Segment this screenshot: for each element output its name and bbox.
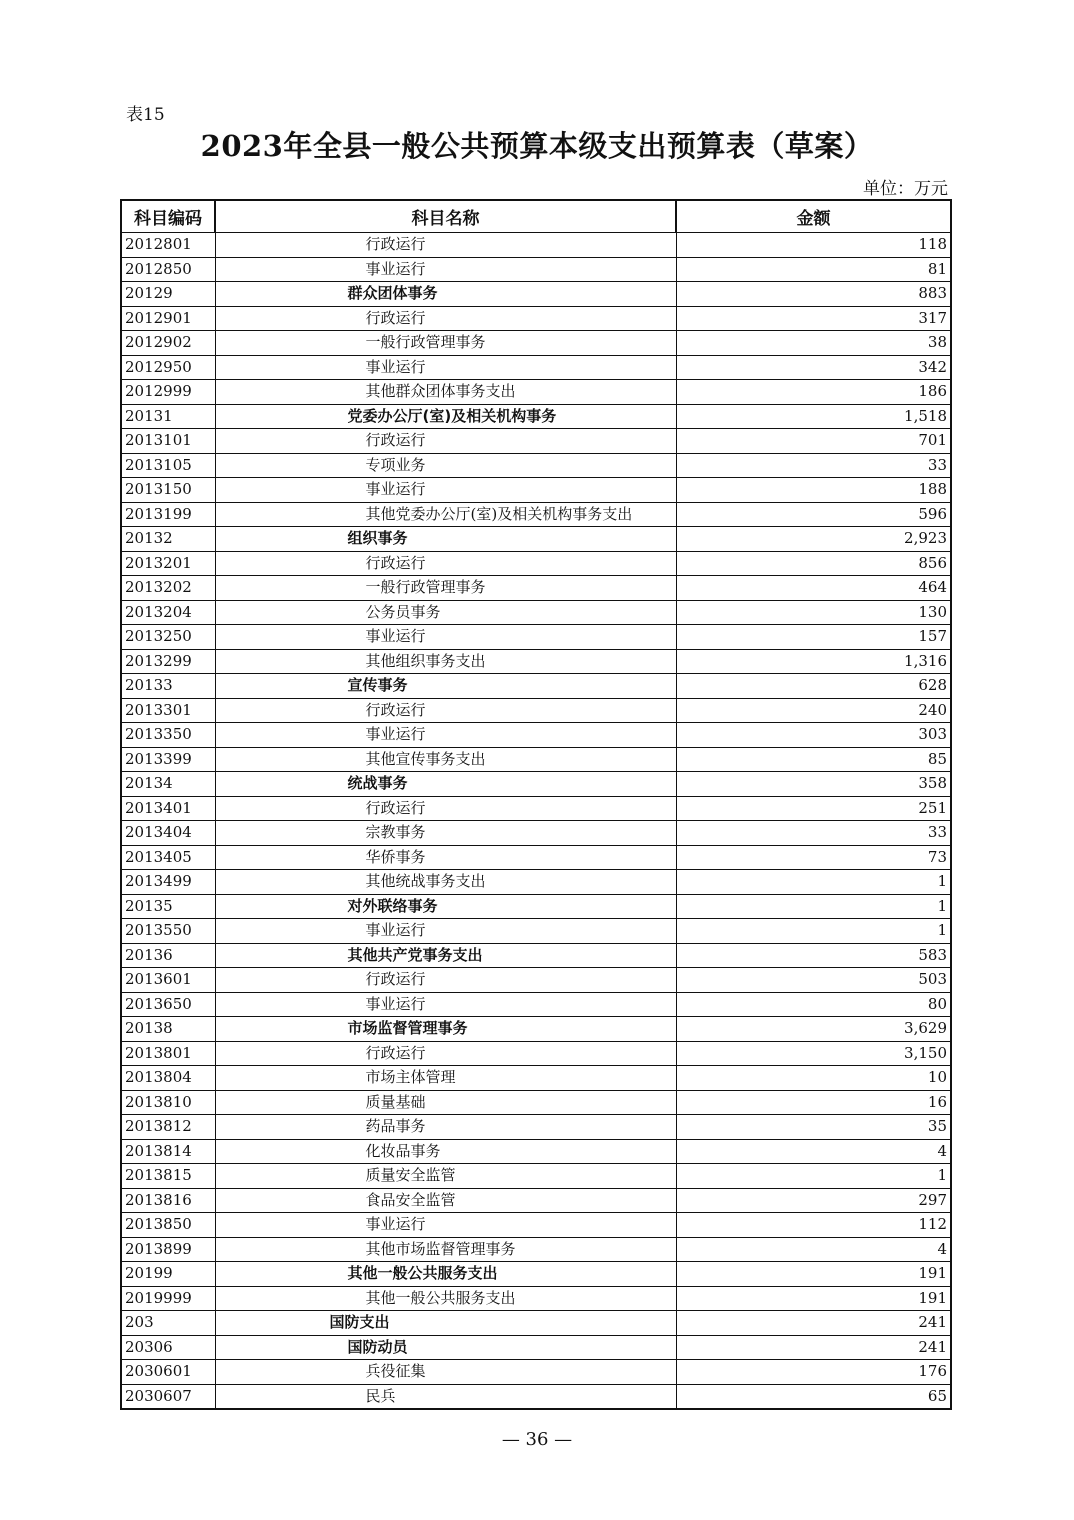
table-row [121, 1213, 951, 1238]
table-row [121, 502, 951, 527]
row-code: 20199 [121, 1262, 215, 1287]
row-code: 2013404 [121, 821, 215, 846]
table-row [121, 1335, 951, 1360]
row-amount: 33 [676, 453, 951, 478]
row-code: 20138 [121, 1017, 215, 1042]
table-row [121, 894, 951, 919]
row-code: 20132 [121, 527, 215, 552]
row-name: 对外联络事务 [215, 894, 676, 919]
row-name: 化妆品事务 [215, 1139, 676, 1164]
row-amount: 191 [676, 1262, 951, 1287]
table-row [121, 453, 951, 478]
row-code: 2013401 [121, 796, 215, 821]
table-row [121, 478, 951, 503]
row-code: 2019999 [121, 1286, 215, 1311]
header-amount: 金额 [676, 200, 951, 233]
table-row [121, 845, 951, 870]
row-code: 2013250 [121, 625, 215, 650]
row-code: 2013499 [121, 870, 215, 895]
row-name: 其他共产党事务支出 [215, 943, 676, 968]
row-amount: 4 [676, 1237, 951, 1262]
table-row [121, 1384, 951, 1409]
row-code: 2012850 [121, 257, 215, 282]
row-amount: 157 [676, 625, 951, 650]
row-code: 2013405 [121, 845, 215, 870]
table-row [121, 649, 951, 674]
row-name: 事业运行 [215, 257, 676, 282]
row-code: 2013810 [121, 1090, 215, 1115]
table-row [121, 1164, 951, 1189]
table-row [121, 233, 951, 258]
row-amount: 317 [676, 306, 951, 331]
table-row [121, 992, 951, 1017]
row-name: 国防动员 [215, 1335, 676, 1360]
row-code: 2013899 [121, 1237, 215, 1262]
table-row [121, 1139, 951, 1164]
table-row [121, 919, 951, 944]
table-row [121, 1286, 951, 1311]
row-code: 2013399 [121, 747, 215, 772]
table-row [121, 870, 951, 895]
row-name: 质量基础 [215, 1090, 676, 1115]
table-row [121, 747, 951, 772]
row-amount: 4 [676, 1139, 951, 1164]
row-name: 一般行政管理事务 [215, 576, 676, 601]
row-name: 兵役征集 [215, 1360, 676, 1385]
row-name: 质量安全监管 [215, 1164, 676, 1189]
row-name: 其他宣传事务支出 [215, 747, 676, 772]
row-code: 2013850 [121, 1213, 215, 1238]
row-name: 其他群众团体事务支出 [215, 380, 676, 405]
row-name: 组织事务 [215, 527, 676, 552]
table-row [121, 600, 951, 625]
row-amount: 464 [676, 576, 951, 601]
table-row [121, 1311, 951, 1336]
row-code: 20136 [121, 943, 215, 968]
row-code: 2013150 [121, 478, 215, 503]
row-amount: 241 [676, 1335, 951, 1360]
table-row [121, 1066, 951, 1091]
row-amount: 35 [676, 1115, 951, 1140]
row-name: 行政运行 [215, 551, 676, 576]
row-name: 华侨事务 [215, 845, 676, 870]
row-amount: 251 [676, 796, 951, 821]
row-amount: 118 [676, 233, 951, 258]
row-name: 其他一般公共服务支出 [215, 1286, 676, 1311]
row-code: 203 [121, 1311, 215, 1336]
row-amount: 883 [676, 282, 951, 307]
row-code: 20134 [121, 772, 215, 797]
row-name: 行政运行 [215, 429, 676, 454]
row-amount: 73 [676, 845, 951, 870]
row-name: 宣传事务 [215, 674, 676, 699]
row-name: 其他市场监督管理事务 [215, 1237, 676, 1262]
budget-table [120, 199, 952, 1410]
row-code: 2013801 [121, 1041, 215, 1066]
row-name: 国防支出 [215, 1311, 676, 1336]
table-row [121, 331, 951, 356]
row-code: 20129 [121, 282, 215, 307]
table-row [121, 429, 951, 454]
table-row [121, 1188, 951, 1213]
header-code: 科目编码 [121, 200, 215, 233]
row-name: 行政运行 [215, 968, 676, 993]
row-amount: 856 [676, 551, 951, 576]
table-row [121, 380, 951, 405]
page-number: — 36 — [501, 1429, 573, 1450]
row-code: 2013199 [121, 502, 215, 527]
row-amount: 112 [676, 1213, 951, 1238]
row-name: 事业运行 [215, 355, 676, 380]
row-amount: 130 [676, 600, 951, 625]
row-code: 2012901 [121, 306, 215, 331]
row-amount: 583 [676, 943, 951, 968]
table-row [121, 1041, 951, 1066]
row-name: 事业运行 [215, 1213, 676, 1238]
table-row [121, 404, 951, 429]
row-code: 2013814 [121, 1139, 215, 1164]
row-amount: 701 [676, 429, 951, 454]
row-amount: 3,150 [676, 1041, 951, 1066]
table-row [121, 1360, 951, 1385]
row-name: 其他一般公共服务支出 [215, 1262, 676, 1287]
row-code: 2013650 [121, 992, 215, 1017]
row-name: 行政运行 [215, 233, 676, 258]
table-row [121, 1090, 951, 1115]
row-amount: 596 [676, 502, 951, 527]
unit-label: 单位：万元 [863, 179, 948, 199]
row-amount: 81 [676, 257, 951, 282]
row-code: 2013299 [121, 649, 215, 674]
table-row [121, 625, 951, 650]
row-amount: 176 [676, 1360, 951, 1385]
row-code: 2013204 [121, 600, 215, 625]
table-row [121, 355, 951, 380]
page-title: 2023年全县一般公共预算本级支出预算表（草案） [200, 129, 874, 163]
table-row [121, 943, 951, 968]
table-row [121, 576, 951, 601]
table-row [121, 1115, 951, 1140]
row-name: 行政运行 [215, 1041, 676, 1066]
row-name: 宗教事务 [215, 821, 676, 846]
row-amount: 80 [676, 992, 951, 1017]
row-name: 统战事务 [215, 772, 676, 797]
row-amount: 628 [676, 674, 951, 699]
row-code: 2013201 [121, 551, 215, 576]
row-amount: 1,316 [676, 649, 951, 674]
row-name: 事业运行 [215, 723, 676, 748]
table-row [121, 257, 951, 282]
row-amount: 65 [676, 1384, 951, 1409]
row-name: 公务员事务 [215, 600, 676, 625]
row-code: 2030607 [121, 1384, 215, 1409]
row-amount: 241 [676, 1311, 951, 1336]
row-amount: 85 [676, 747, 951, 772]
row-name: 事业运行 [215, 919, 676, 944]
row-amount: 1 [676, 894, 951, 919]
row-amount: 358 [676, 772, 951, 797]
row-name: 事业运行 [215, 992, 676, 1017]
table-row [121, 674, 951, 699]
row-code: 2013816 [121, 1188, 215, 1213]
row-amount: 33 [676, 821, 951, 846]
table-row [121, 968, 951, 993]
row-amount: 342 [676, 355, 951, 380]
row-code: 2013550 [121, 919, 215, 944]
table-row [121, 306, 951, 331]
row-code: 2013812 [121, 1115, 215, 1140]
row-name: 事业运行 [215, 478, 676, 503]
row-name: 党委办公厅(室)及相关机构事务 [215, 404, 676, 429]
row-name: 市场监督管理事务 [215, 1017, 676, 1042]
table-header-row [121, 200, 951, 233]
row-code: 2013202 [121, 576, 215, 601]
row-name: 专项业务 [215, 453, 676, 478]
row-name: 其他党委办公厅(室)及相关机构事务支出 [215, 502, 676, 527]
table-row [121, 772, 951, 797]
row-amount: 303 [676, 723, 951, 748]
row-name: 药品事务 [215, 1115, 676, 1140]
table-row [121, 527, 951, 552]
row-code: 2013815 [121, 1164, 215, 1189]
row-code: 2012801 [121, 233, 215, 258]
table-row [121, 1017, 951, 1042]
table-row [121, 821, 951, 846]
row-code: 2013105 [121, 453, 215, 478]
row-code: 2013301 [121, 698, 215, 723]
row-name: 其他统战事务支出 [215, 870, 676, 895]
row-amount: 1 [676, 919, 951, 944]
row-code: 20306 [121, 1335, 215, 1360]
table-row [121, 282, 951, 307]
row-amount: 191 [676, 1286, 951, 1311]
row-amount: 1,518 [676, 404, 951, 429]
row-code: 2013101 [121, 429, 215, 454]
row-name: 民兵 [215, 1384, 676, 1409]
row-amount: 503 [676, 968, 951, 993]
row-name: 事业运行 [215, 625, 676, 650]
row-name: 食品安全监管 [215, 1188, 676, 1213]
row-amount: 38 [676, 331, 951, 356]
row-code: 2013601 [121, 968, 215, 993]
row-code: 20131 [121, 404, 215, 429]
table-label: 表15 [126, 105, 165, 125]
row-name: 一般行政管理事务 [215, 331, 676, 356]
row-amount: 2,923 [676, 527, 951, 552]
row-amount: 3,629 [676, 1017, 951, 1042]
table-row [121, 698, 951, 723]
row-code: 2012950 [121, 355, 215, 380]
row-code: 2012902 [121, 331, 215, 356]
row-code: 2030601 [121, 1360, 215, 1385]
header-name: 科目名称 [215, 200, 676, 233]
row-code: 20133 [121, 674, 215, 699]
table-row [121, 796, 951, 821]
row-name: 行政运行 [215, 306, 676, 331]
table-row [121, 1262, 951, 1287]
row-code: 2012999 [121, 380, 215, 405]
row-amount: 240 [676, 698, 951, 723]
row-name: 其他组织事务支出 [215, 649, 676, 674]
row-code: 2013804 [121, 1066, 215, 1091]
row-amount: 10 [676, 1066, 951, 1091]
table-row [121, 1237, 951, 1262]
row-name: 市场主体管理 [215, 1066, 676, 1091]
row-amount: 188 [676, 478, 951, 503]
row-amount: 186 [676, 380, 951, 405]
row-amount: 16 [676, 1090, 951, 1115]
row-code: 20135 [121, 894, 215, 919]
row-amount: 1 [676, 870, 951, 895]
row-code: 2013350 [121, 723, 215, 748]
table-row [121, 551, 951, 576]
row-name: 行政运行 [215, 698, 676, 723]
row-amount: 297 [676, 1188, 951, 1213]
row-name: 行政运行 [215, 796, 676, 821]
row-name: 群众团体事务 [215, 282, 676, 307]
row-amount: 1 [676, 1164, 951, 1189]
table-row [121, 723, 951, 748]
